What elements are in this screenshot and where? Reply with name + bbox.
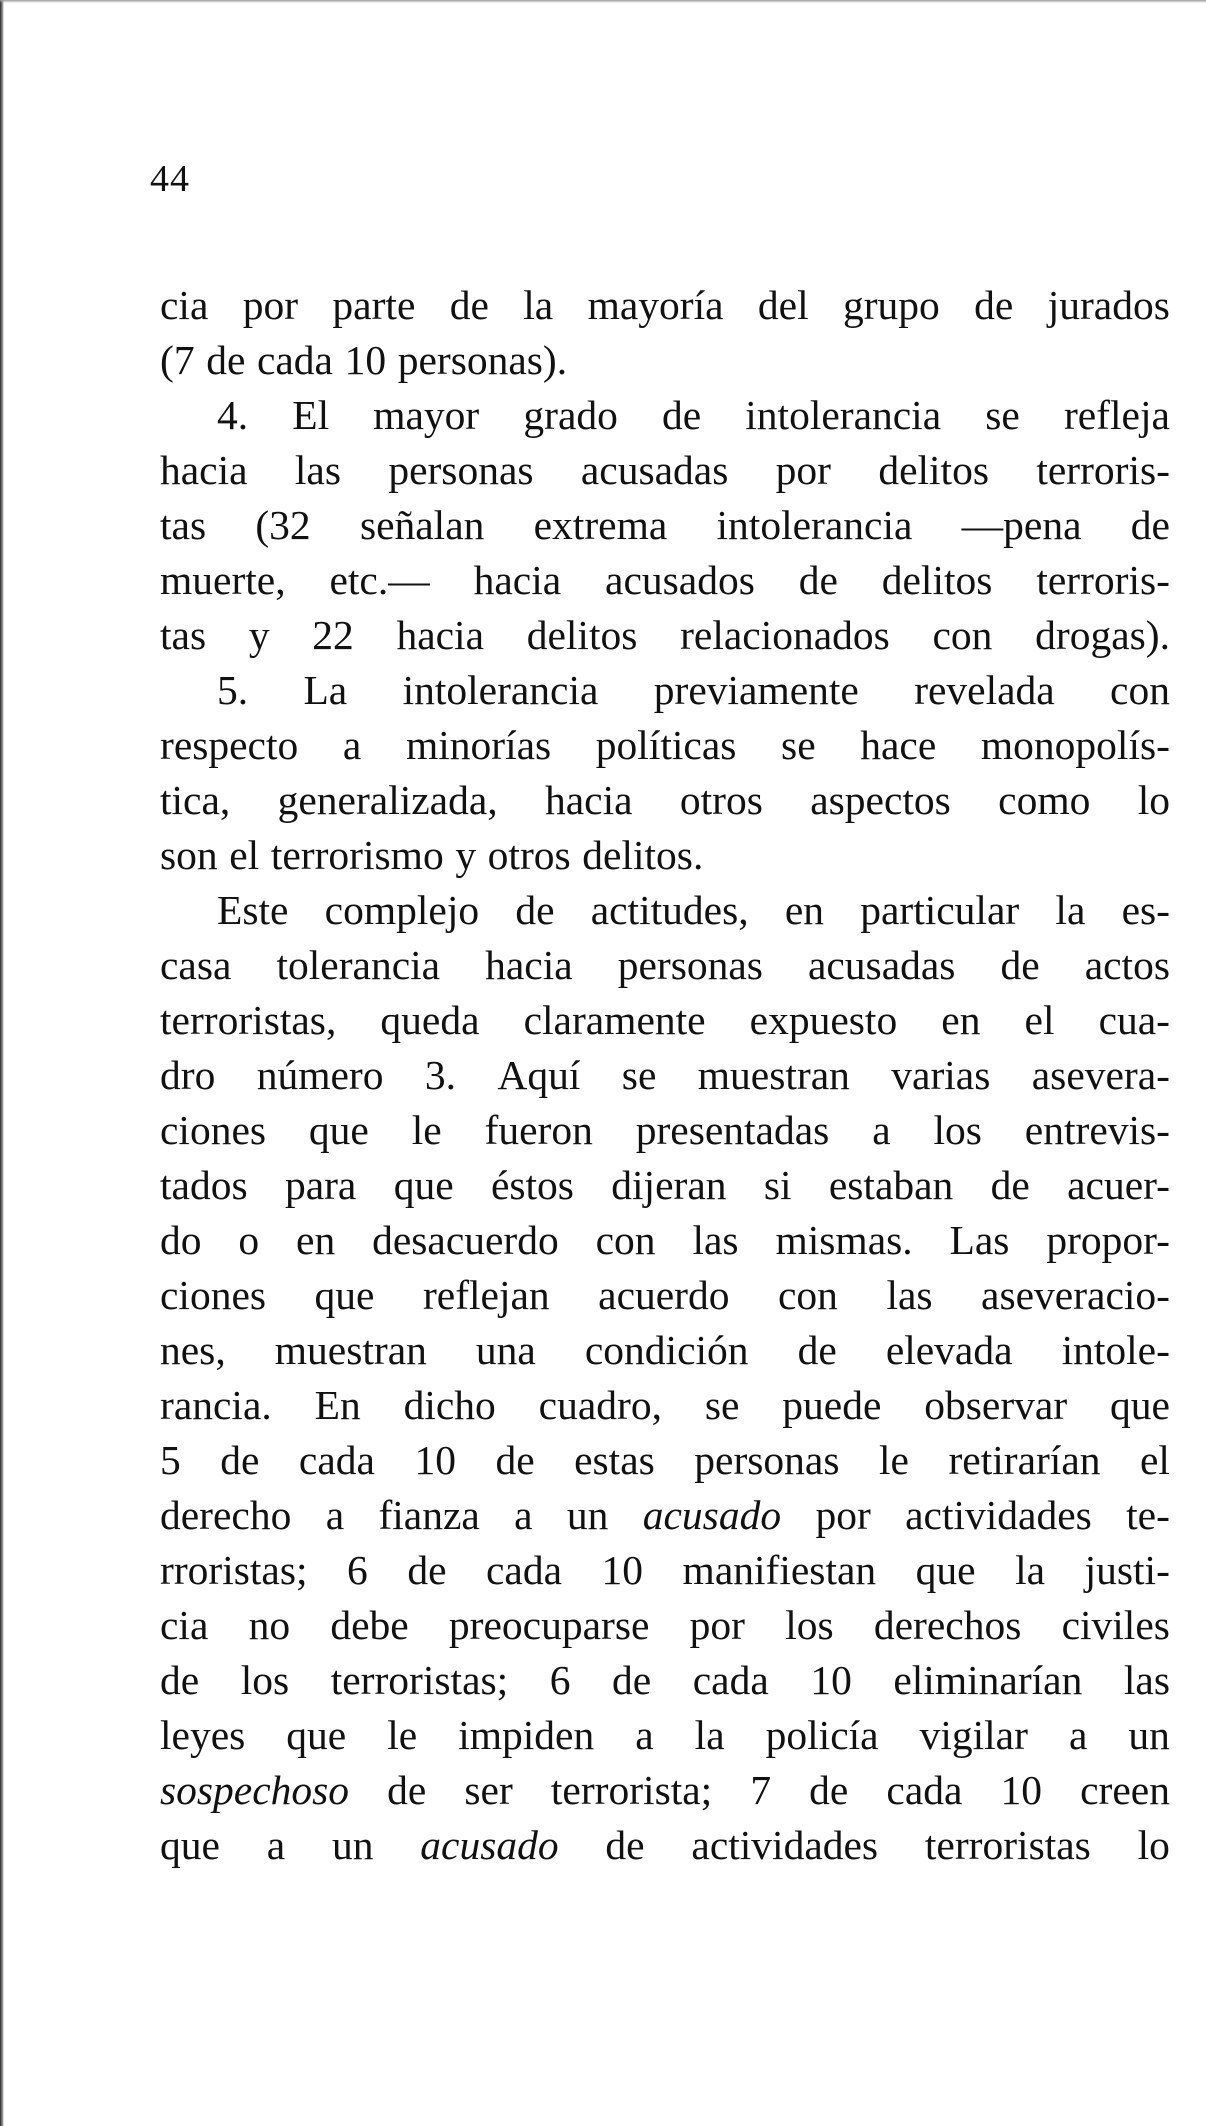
- word: a: [342, 722, 362, 768]
- word: delitos.: [582, 832, 704, 878]
- word: en: [784, 887, 824, 933]
- word: mayoría: [587, 282, 724, 328]
- word: por: [689, 1602, 745, 1648]
- text-line: [160, 498, 1170, 553]
- word: señalan: [359, 502, 485, 548]
- italic-word: sospechoso: [160, 1767, 350, 1813]
- word: previamente: [653, 667, 859, 713]
- text-line: [160, 938, 1170, 993]
- word: entrevis-: [1024, 1107, 1170, 1153]
- text-line: [160, 333, 1170, 388]
- word: leyes: [160, 1712, 246, 1758]
- word: monopolís-: [980, 722, 1170, 768]
- word: dicho: [403, 1382, 496, 1428]
- word: a: [1068, 1712, 1088, 1758]
- word: queda: [380, 997, 480, 1043]
- body-text: [160, 278, 1170, 1873]
- word: estas: [574, 1437, 655, 1483]
- word: son: [160, 832, 218, 878]
- word: grupo: [842, 282, 940, 328]
- word: que: [393, 1162, 454, 1208]
- word: de: [495, 1437, 535, 1483]
- word: hacia: [473, 557, 562, 603]
- word: (7: [160, 337, 195, 383]
- word: terroristas,: [160, 997, 337, 1043]
- word: cada: [486, 1547, 563, 1593]
- word: como: [998, 777, 1091, 823]
- word: de: [407, 1547, 447, 1593]
- word: Aquí: [497, 1052, 581, 1098]
- text-line: [160, 1543, 1170, 1598]
- word: actividades: [905, 1492, 1092, 1538]
- word: de: [797, 1327, 837, 1373]
- word: 5: [160, 1437, 181, 1483]
- word: debe: [330, 1602, 409, 1648]
- word: éstos: [490, 1162, 574, 1208]
- word: drogas).: [1035, 612, 1170, 658]
- word: desacuerdo: [372, 1217, 559, 1263]
- word: lo: [1137, 1822, 1170, 1868]
- word: 6: [549, 1657, 571, 1703]
- word: casa: [160, 942, 232, 988]
- word: fueron: [484, 1107, 593, 1153]
- word: cada: [692, 1657, 769, 1703]
- word: tolerancia: [276, 942, 441, 988]
- word: y: [455, 832, 477, 878]
- word: no: [248, 1602, 291, 1648]
- word: muestran: [274, 1327, 427, 1373]
- text-line: [160, 1653, 1170, 1708]
- word: revelada: [914, 667, 1055, 713]
- word: impiden: [458, 1712, 595, 1758]
- word: minorías: [405, 722, 552, 768]
- word: asevera-: [1031, 1052, 1170, 1098]
- word: dijeran: [611, 1162, 727, 1208]
- word: de: [809, 1767, 849, 1813]
- word: de: [515, 887, 555, 933]
- word: cada: [298, 1437, 375, 1483]
- text-line: [160, 1268, 1170, 1323]
- word: lo: [1137, 777, 1170, 823]
- word: etc.—: [329, 557, 430, 603]
- text-line: [160, 608, 1170, 663]
- word: cada: [256, 337, 333, 383]
- word: cua-: [1098, 997, 1170, 1043]
- page-number: 44: [150, 158, 190, 200]
- text-line: [160, 718, 1170, 773]
- word: intolerancia: [716, 502, 913, 548]
- word: y: [248, 612, 270, 658]
- word: en: [296, 1217, 336, 1263]
- word: intole-: [1061, 1327, 1170, 1373]
- word: aseveracio-: [981, 1272, 1170, 1318]
- text-line: [160, 443, 1170, 498]
- word: creen: [1080, 1767, 1170, 1813]
- word: el: [229, 832, 260, 878]
- word: tica,: [160, 777, 231, 823]
- word: actos: [1084, 942, 1170, 988]
- word: 10: [601, 1547, 644, 1593]
- word: hacia: [545, 777, 633, 823]
- word: Las: [949, 1217, 1010, 1263]
- text-line: [160, 1433, 1170, 1488]
- word: que: [314, 1272, 375, 1318]
- word: hacia: [485, 942, 573, 988]
- word: grado: [523, 392, 618, 438]
- word: terrorismo: [270, 832, 444, 878]
- word: ser: [464, 1767, 513, 1813]
- word: que: [1110, 1382, 1170, 1428]
- word: generalizada,: [277, 777, 498, 823]
- word: de: [661, 392, 702, 438]
- word: de: [449, 282, 489, 328]
- word: Este: [217, 887, 289, 933]
- word: tados: [160, 1162, 248, 1208]
- word: actividades: [691, 1822, 879, 1868]
- word: que: [915, 1547, 976, 1593]
- word: otros: [679, 777, 763, 823]
- word: a: [266, 1822, 286, 1868]
- word: preocuparse: [448, 1602, 650, 1648]
- text-line: [160, 773, 1170, 828]
- text-line: [160, 1378, 1170, 1433]
- text-line: [160, 993, 1170, 1048]
- word: terroristas: [924, 1822, 1091, 1868]
- text-line: [160, 828, 1170, 883]
- word: personas: [617, 942, 763, 988]
- word: de: [990, 1162, 1030, 1208]
- word: para: [284, 1162, 357, 1208]
- word: personas: [388, 447, 534, 493]
- word: a: [325, 1492, 345, 1538]
- word: de: [612, 1657, 652, 1703]
- word: hacia: [396, 612, 485, 658]
- word: los: [933, 1107, 982, 1153]
- word: condición: [584, 1327, 749, 1373]
- word: derechos: [873, 1602, 1022, 1648]
- text-line: [160, 1598, 1170, 1653]
- word: de: [605, 1822, 645, 1868]
- word: rancia.: [160, 1382, 272, 1428]
- word: (32: [255, 502, 311, 548]
- word: las: [692, 1217, 739, 1263]
- word: delitos: [878, 447, 989, 493]
- text-line: [160, 1103, 1170, 1158]
- word: si: [763, 1162, 792, 1208]
- word: que: [160, 1822, 220, 1868]
- word: delitos: [526, 612, 638, 658]
- word: fianza: [378, 1492, 480, 1538]
- scan-edge-top: [0, 0, 1206, 3]
- word: acuerdo: [598, 1272, 730, 1318]
- word: extrema: [533, 502, 668, 548]
- word: derecho: [160, 1492, 292, 1538]
- word: intolerancia: [402, 667, 599, 713]
- text-line: [160, 1818, 1170, 1873]
- word: particular: [860, 887, 1020, 933]
- word: se: [985, 392, 1020, 438]
- word: con: [778, 1272, 838, 1318]
- word: otros: [487, 832, 571, 878]
- word: por: [242, 282, 299, 328]
- text-line: [160, 1763, 1170, 1818]
- word: un: [566, 1492, 609, 1538]
- word: en: [941, 997, 981, 1043]
- text-line: [160, 1213, 1170, 1268]
- word: acusadas: [807, 942, 956, 988]
- text-line: [160, 883, 1170, 938]
- word: jurados: [1047, 282, 1170, 328]
- word: reflejan: [422, 1272, 550, 1318]
- word: políticas: [595, 722, 737, 768]
- word: te-: [1126, 1492, 1170, 1538]
- word: muestran: [697, 1052, 850, 1098]
- word: estaban: [828, 1162, 954, 1208]
- word: de: [387, 1767, 427, 1813]
- word: del: [757, 282, 809, 328]
- word: el: [1140, 1437, 1170, 1483]
- word: retirarían: [948, 1437, 1101, 1483]
- word: delitos: [881, 557, 993, 603]
- word: presentadas: [635, 1107, 830, 1153]
- word: cia: [160, 282, 209, 328]
- word: aspectos: [810, 777, 951, 823]
- word: hace: [860, 722, 937, 768]
- word: con: [932, 612, 993, 658]
- word: de: [974, 282, 1014, 328]
- word: civiles: [1061, 1602, 1170, 1648]
- word: hacia: [160, 447, 248, 493]
- text-line: [160, 388, 1170, 443]
- word: personas).: [397, 337, 568, 383]
- word: tas: [160, 612, 207, 658]
- word: rroristas;: [160, 1547, 308, 1593]
- word: se: [781, 722, 816, 768]
- italic-word: acusado: [420, 1822, 559, 1868]
- word: elevada: [885, 1327, 1013, 1373]
- word: 4.: [217, 392, 249, 438]
- word: 22: [312, 612, 354, 658]
- word: se: [621, 1052, 657, 1098]
- word: terroris-: [1036, 447, 1170, 493]
- word: eliminarían: [893, 1657, 1083, 1703]
- word: la: [1055, 887, 1086, 933]
- word: 6: [347, 1547, 368, 1593]
- word: 7: [750, 1767, 772, 1813]
- word: de: [220, 1437, 260, 1483]
- word: complejo: [324, 887, 480, 933]
- word: es-: [1121, 887, 1170, 933]
- word: relacionados: [680, 612, 890, 658]
- word: —pena: [961, 502, 1082, 548]
- word: a: [872, 1107, 891, 1153]
- word: un: [331, 1822, 374, 1868]
- word: terrorista;: [550, 1767, 713, 1813]
- word: do: [160, 1217, 202, 1263]
- word: [643, 1488, 781, 1543]
- word: a: [514, 1492, 533, 1538]
- word: El: [292, 392, 330, 438]
- word: la: [1015, 1547, 1046, 1593]
- word: le: [387, 1712, 418, 1758]
- word: 10: [810, 1657, 852, 1703]
- word: ciones: [160, 1107, 267, 1153]
- word: cuadro,: [538, 1382, 662, 1428]
- word: con: [595, 1217, 656, 1263]
- word: actitudes,: [590, 887, 749, 933]
- word: a: [635, 1712, 654, 1758]
- word: 5.: [217, 667, 249, 713]
- word: La: [303, 667, 348, 713]
- word: ciones: [160, 1272, 267, 1318]
- word: la: [694, 1712, 725, 1758]
- word: los: [240, 1657, 290, 1703]
- word: mayor: [373, 392, 480, 438]
- word: En: [314, 1382, 361, 1428]
- word: vigilar: [919, 1712, 1028, 1758]
- word: por: [775, 447, 831, 493]
- text-line: [160, 1323, 1170, 1378]
- word: los: [785, 1602, 834, 1648]
- word: expuesto: [749, 997, 898, 1043]
- word: terroristas;: [330, 1657, 509, 1703]
- word: nes,: [160, 1327, 226, 1373]
- word: intolerancia: [745, 392, 942, 438]
- text-line: [160, 1708, 1170, 1763]
- word: que: [286, 1712, 347, 1758]
- word: dro: [160, 1052, 216, 1098]
- word: las: [886, 1272, 933, 1318]
- text-line: [160, 1488, 1170, 1543]
- word: una: [475, 1327, 536, 1373]
- word: 10: [344, 337, 387, 383]
- text-line: [160, 553, 1170, 608]
- word: policía: [765, 1712, 879, 1758]
- word: las: [294, 447, 341, 493]
- word: manifiestan: [682, 1547, 877, 1593]
- word: [160, 1763, 349, 1818]
- word: propor-: [1046, 1217, 1170, 1263]
- word: le: [411, 1107, 442, 1153]
- word: personas: [694, 1437, 840, 1483]
- word: un: [1128, 1712, 1170, 1758]
- word: el: [1024, 997, 1055, 1043]
- word: acusadas: [580, 447, 729, 493]
- word: por: [815, 1492, 871, 1538]
- scan-edge-left: [0, 0, 4, 2126]
- word: [420, 1818, 558, 1873]
- word: respecto: [160, 722, 299, 768]
- text-line: [160, 1048, 1170, 1103]
- word: varias: [891, 1052, 991, 1098]
- word: puede: [782, 1382, 882, 1428]
- word: 3.: [424, 1052, 457, 1098]
- word: o: [238, 1217, 260, 1263]
- word: 10: [1000, 1767, 1043, 1813]
- word: tas: [160, 502, 207, 548]
- word: acuer-: [1067, 1162, 1170, 1208]
- word: justi-: [1084, 1547, 1170, 1593]
- text-line: [160, 1158, 1170, 1213]
- word: parte: [332, 282, 416, 328]
- word: 10: [414, 1437, 456, 1483]
- word: se: [704, 1382, 740, 1428]
- word: mismas.: [775, 1217, 913, 1263]
- italic-word: acusado: [642, 1492, 782, 1538]
- word: de: [160, 1657, 200, 1703]
- word: claramente: [523, 997, 706, 1043]
- word: número: [256, 1052, 384, 1098]
- word: la: [523, 282, 554, 328]
- word: de: [798, 557, 838, 603]
- word: de: [1000, 942, 1040, 988]
- word: cia: [160, 1602, 209, 1648]
- word: observar: [924, 1382, 1068, 1428]
- word: refleja: [1063, 392, 1170, 438]
- word: las: [1123, 1657, 1170, 1703]
- word: cada: [886, 1767, 963, 1813]
- word: le: [879, 1437, 909, 1483]
- word: de: [1130, 502, 1170, 548]
- word: con: [1110, 667, 1170, 713]
- word: muerte,: [160, 557, 286, 603]
- word: que: [308, 1107, 369, 1153]
- text-line: [160, 663, 1170, 718]
- word: acusados: [605, 557, 755, 603]
- text-line: [160, 278, 1170, 333]
- word: terroris-: [1036, 557, 1170, 603]
- word: de: [206, 337, 246, 383]
